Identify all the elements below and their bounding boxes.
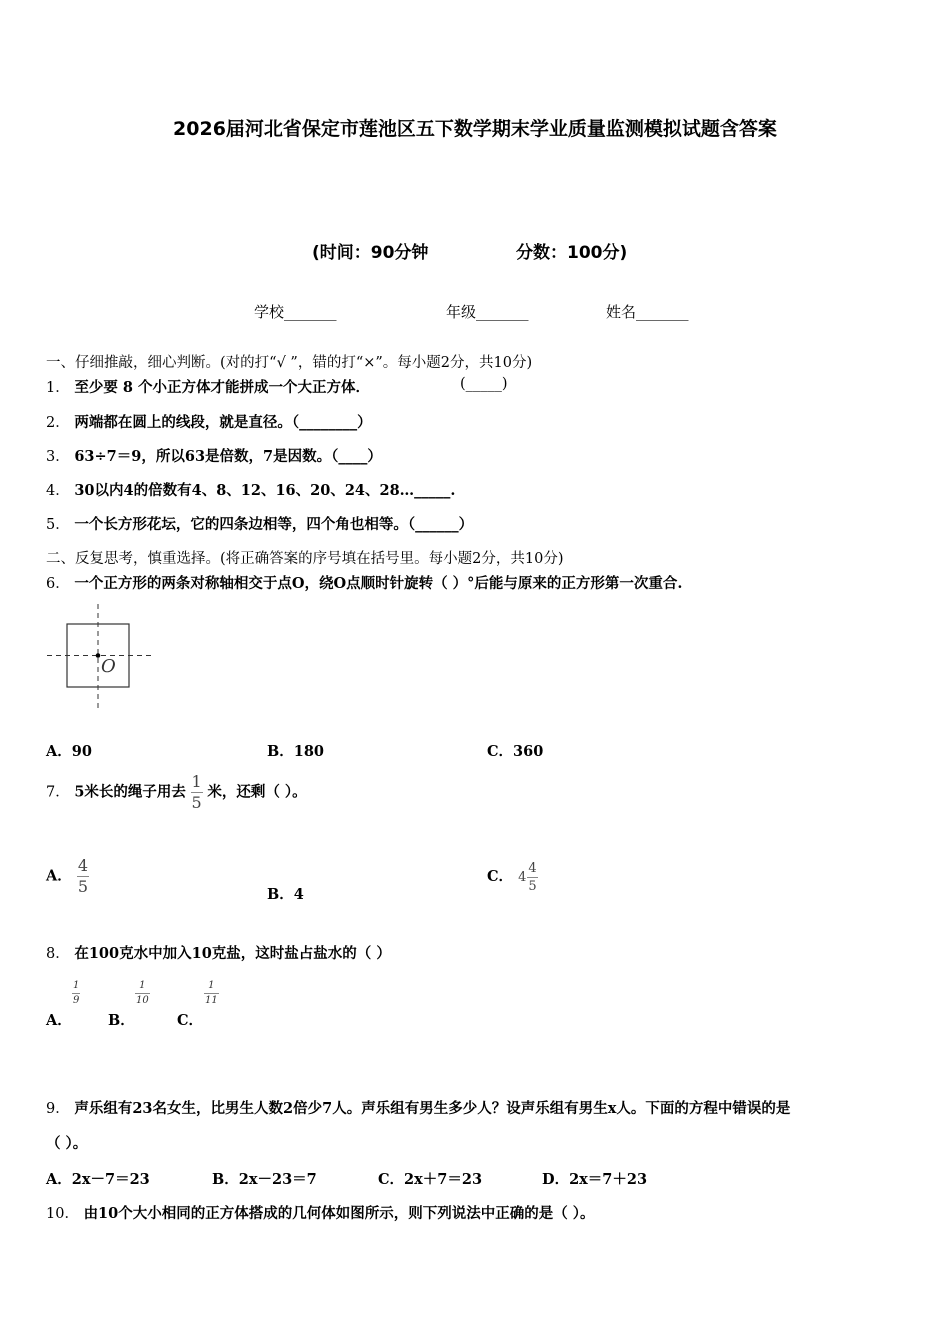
q7-option-c[interactable]: C． 4 $\frac{4}{5}$ bbox=[487, 861, 537, 894]
q8-option-a-fraction: $\frac{1}{9}$ bbox=[73, 980, 80, 1006]
q8-option-a-label[interactable]: A． bbox=[46, 1012, 72, 1029]
name-field[interactable]: 姓名_______ bbox=[606, 303, 689, 321]
q9-option-a[interactable]: A．2x－7＝23 bbox=[46, 1171, 150, 1188]
question-4 bbox=[46, 479, 455, 500]
center-point bbox=[96, 653, 101, 658]
fraction: $\frac{4}{5}$ bbox=[77, 856, 89, 896]
question-number: 2． bbox=[46, 415, 70, 431]
question-1-blank[interactable]: (_____) bbox=[460, 376, 508, 392]
q8-option-b-fraction: $\frac{1}{10}$ bbox=[136, 980, 149, 1006]
question-1 bbox=[46, 376, 370, 397]
question-6 bbox=[46, 572, 682, 593]
q8-option-c-label[interactable]: C． bbox=[177, 1012, 204, 1029]
q8-option-c-fraction: $\frac{1}{11}$ bbox=[205, 980, 218, 1006]
question-text: 在100克水中加入10克盐，这时盐占盐水的（ ） bbox=[74, 945, 391, 962]
q9-option-c[interactable]: C．2x＋7＝23 bbox=[378, 1171, 483, 1188]
q9-option-b[interactable]: B．2x－23＝7 bbox=[212, 1171, 317, 1188]
section-1-heading: 一、仔细推敲，细心判断。(对的打“√ ”，错的打“×”。每小题2分，共10分) bbox=[46, 355, 533, 371]
question-8 bbox=[46, 942, 391, 963]
question-text-after: 米，还剩（ ）。 bbox=[207, 783, 307, 801]
question-9-line-2 bbox=[46, 1132, 87, 1153]
question-number: 10． bbox=[46, 1206, 79, 1222]
question-2 bbox=[46, 411, 372, 432]
question-text-before: 5米长的绳子用去 bbox=[74, 783, 186, 801]
question-number: 4． bbox=[46, 483, 70, 499]
question-text: 一个长方形花坛，它的四条边相等，四个角也相等。（______） bbox=[74, 516, 474, 533]
question-5 bbox=[46, 513, 473, 534]
page-title: 2026届河北省保定市莲池区五下数学期末学业质量监测模拟试题含答案 bbox=[173, 118, 777, 140]
question-text-line-1: 声乐组有23名女生，比男生人数2倍少7人。声乐组有男生多少人？设声乐组有男生x人。下面的方程中错误的是 bbox=[74, 1100, 791, 1117]
q6-option-c[interactable]: C．360 bbox=[487, 743, 544, 760]
exam-time: (时间：90分钟 bbox=[312, 243, 429, 263]
q9-option-d[interactable]: D．2x＝7＋23 bbox=[542, 1171, 648, 1188]
question-7 bbox=[46, 774, 307, 811]
question-text: 至少要 8 个小正方体才能拼成一个大正方体． bbox=[74, 379, 371, 396]
question-number: 1． bbox=[46, 380, 70, 396]
question-number: 9． bbox=[46, 1101, 70, 1117]
square-rotation-figure bbox=[44, 602, 154, 712]
q7-option-a[interactable]: A． $\frac{4}{5}$ bbox=[46, 856, 89, 896]
section-2-heading: 二、反复思考，慎重选择。(将正确答案的序号填在括号里。每小题2分，共10分) bbox=[46, 551, 564, 567]
fraction-one-fifth: $\frac{1}{5}$ bbox=[191, 772, 202, 812]
point-o-label: O bbox=[101, 656, 116, 677]
question-number: 8． bbox=[46, 946, 70, 962]
question-number: 6． bbox=[46, 576, 70, 592]
q6-option-b[interactable]: B．180 bbox=[267, 743, 325, 760]
question-text: 63÷7＝9，所以63是倍数，7是因数。（____） bbox=[74, 448, 382, 465]
question-text: 由10个大小相同的正方体搭成的几何体如图所示，则下列说法中正确的是（ ）。 bbox=[83, 1205, 595, 1222]
q8-option-b-label[interactable]: B． bbox=[108, 1012, 135, 1029]
q7-option-b[interactable]: B．4 bbox=[267, 886, 304, 903]
question-3 bbox=[46, 445, 382, 466]
question-text: 一个正方形的两条对称轴相交于点O，绕O点顺时针旋转（ ）°后能与原来的正方形第一次重合. bbox=[74, 575, 683, 592]
grade-field[interactable]: 年级_______ bbox=[446, 303, 529, 321]
q6-option-a[interactable]: A．90 bbox=[46, 743, 92, 760]
school-field[interactable]: 学校_______ bbox=[254, 303, 337, 321]
question-number: 5． bbox=[46, 517, 70, 533]
question-number: 3． bbox=[46, 449, 70, 465]
exam-score: 分数：100分) bbox=[516, 243, 628, 263]
question-number: 7． bbox=[46, 784, 70, 801]
mixed-number: 4 $\frac{4}{5}$ bbox=[518, 861, 537, 894]
question-text: 30以内4的倍数有4、8、12、16、20、24、28…_____. bbox=[74, 482, 456, 499]
question-text-line-2: （ ）。 bbox=[46, 1135, 88, 1152]
question-10 bbox=[46, 1202, 595, 1223]
question-text: 两端都在圆上的线段，就是直径。（________） bbox=[74, 414, 372, 431]
question-9 bbox=[46, 1097, 790, 1118]
